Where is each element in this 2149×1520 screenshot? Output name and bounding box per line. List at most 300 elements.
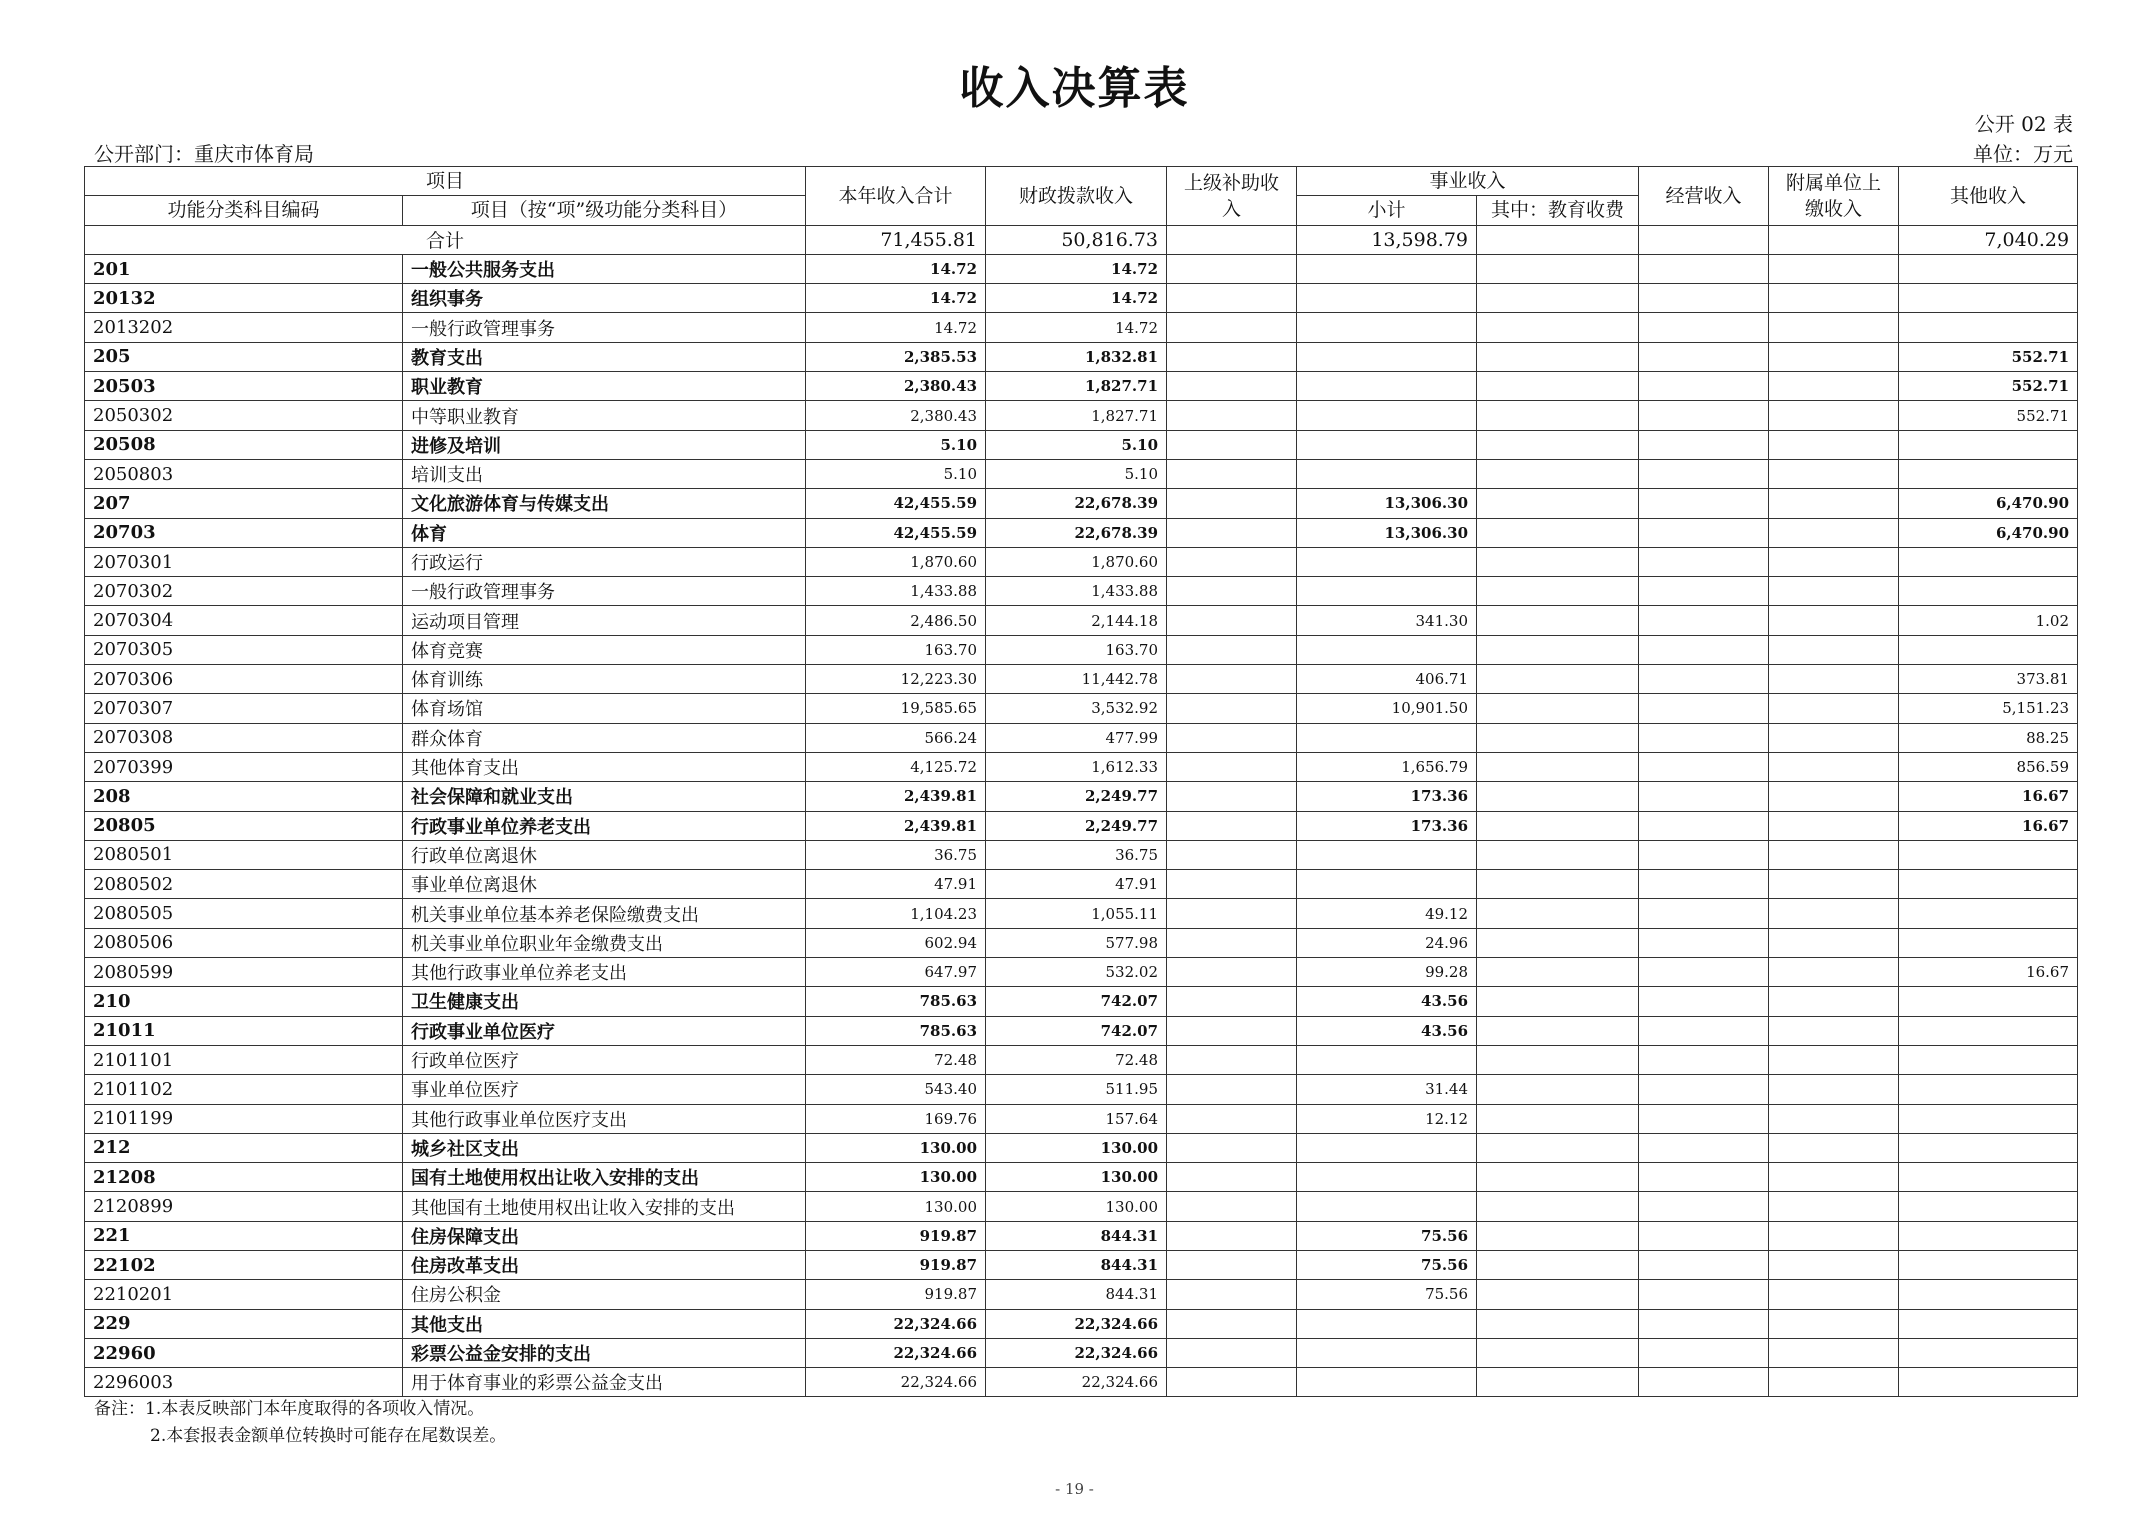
cell-subtotal: 75.56 <box>1297 1221 1477 1250</box>
cell-subtotal <box>1297 547 1477 576</box>
table-row <box>85 1280 2078 1309</box>
cell-total: 169.76 <box>806 1104 986 1133</box>
table-row <box>85 1192 2078 1221</box>
total-cell-subtotal: 13,598.79 <box>1297 225 1477 254</box>
cell-edu <box>1477 987 1639 1016</box>
cell-affiliated <box>1769 518 1899 547</box>
cell-operating <box>1639 665 1769 694</box>
cell-edu <box>1477 313 1639 342</box>
cell-affiliated <box>1769 1016 1899 1045</box>
table-row <box>85 284 2078 313</box>
cell-affiliated <box>1769 1075 1899 1104</box>
cell-code: 2050302 <box>85 401 403 430</box>
cell-edu <box>1477 899 1639 928</box>
cell-superior <box>1167 1163 1297 1192</box>
cell-affiliated <box>1769 723 1899 752</box>
cell-other <box>1899 1221 2078 1250</box>
header-edu-fee: 其中：教育收费 <box>1477 196 1639 225</box>
table-row <box>85 1163 2078 1192</box>
cell-total: 14.72 <box>806 313 986 342</box>
cell-other <box>1899 987 2078 1016</box>
cell-edu <box>1477 782 1639 811</box>
cell-fiscal: 844.31 <box>986 1250 1167 1279</box>
cell-affiliated <box>1769 1250 1899 1279</box>
cell-code: 212 <box>85 1133 403 1162</box>
cell-other: 856.59 <box>1899 752 2078 781</box>
cell-operating <box>1639 723 1769 752</box>
cell-subtotal: 341.30 <box>1297 606 1477 635</box>
form-number: 公开 02 表 <box>1974 112 2073 136</box>
table-row <box>85 723 2078 752</box>
cell-subtotal <box>1297 372 1477 401</box>
cell-superior <box>1167 1250 1297 1279</box>
cell-superior <box>1167 811 1297 840</box>
cell-fiscal: 130.00 <box>986 1163 1167 1192</box>
cell-affiliated <box>1769 1309 1899 1338</box>
cell-name: 国有土地使用权出让收入安排的支出 <box>403 1163 806 1192</box>
cell-edu <box>1477 1250 1639 1279</box>
cell-name: 行政单位医疗 <box>403 1045 806 1074</box>
cell-total: 12,223.30 <box>806 665 986 694</box>
cell-total: 919.87 <box>806 1250 986 1279</box>
cell-total: 5.10 <box>806 430 986 459</box>
cell-total: 36.75 <box>806 840 986 869</box>
cell-affiliated <box>1769 987 1899 1016</box>
cell-name: 事业单位离退休 <box>403 870 806 899</box>
header-code: 功能分类科目编码 <box>85 196 403 225</box>
cell-subtotal: 406.71 <box>1297 665 1477 694</box>
cell-edu <box>1477 1163 1639 1192</box>
cell-superior <box>1167 782 1297 811</box>
cell-edu <box>1477 254 1639 283</box>
cell-other <box>1899 1280 2078 1309</box>
cell-affiliated <box>1769 694 1899 723</box>
cell-fiscal: 47.91 <box>986 870 1167 899</box>
cell-operating <box>1639 401 1769 430</box>
cell-fiscal: 1,870.60 <box>986 547 1167 576</box>
cell-affiliated <box>1769 1338 1899 1367</box>
income-table <box>84 166 2078 1397</box>
cell-code: 20503 <box>85 372 403 401</box>
cell-fiscal: 14.72 <box>986 254 1167 283</box>
header-affiliated: 附属单位上缴收入 <box>1769 167 1899 226</box>
cell-superior <box>1167 1075 1297 1104</box>
cell-operating <box>1639 958 1769 987</box>
page-number: - 19 - <box>1055 1480 1094 1498</box>
cell-name: 社会保障和就业支出 <box>403 782 806 811</box>
header-project: 项目 <box>85 167 806 196</box>
cell-operating <box>1639 284 1769 313</box>
header-row-1 <box>85 167 2078 196</box>
cell-operating <box>1639 782 1769 811</box>
cell-superior <box>1167 958 1297 987</box>
cell-edu <box>1477 870 1639 899</box>
cell-other: 552.71 <box>1899 372 2078 401</box>
cell-code: 20805 <box>85 811 403 840</box>
cell-superior <box>1167 870 1297 899</box>
cell-fiscal: 1,827.71 <box>986 372 1167 401</box>
cell-name: 体育场馆 <box>403 694 806 723</box>
cell-subtotal <box>1297 1133 1477 1162</box>
cell-affiliated <box>1769 313 1899 342</box>
cell-total: 2,385.53 <box>806 342 986 371</box>
cell-fiscal: 2,144.18 <box>986 606 1167 635</box>
cell-fiscal: 1,055.11 <box>986 899 1167 928</box>
cell-fiscal: 1,433.88 <box>986 577 1167 606</box>
cell-total: 2,439.81 <box>806 782 986 811</box>
cell-operating <box>1639 1309 1769 1338</box>
cell-total: 130.00 <box>806 1192 986 1221</box>
cell-other <box>1899 254 2078 283</box>
cell-subtotal: 173.36 <box>1297 782 1477 811</box>
cell-other <box>1899 313 2078 342</box>
cell-superior <box>1167 1338 1297 1367</box>
cell-code: 2070307 <box>85 694 403 723</box>
cell-code: 2070304 <box>85 606 403 635</box>
cell-name: 机关事业单位基本养老保险缴费支出 <box>403 899 806 928</box>
cell-total: 130.00 <box>806 1163 986 1192</box>
cell-operating <box>1639 342 1769 371</box>
cell-superior <box>1167 430 1297 459</box>
cell-superior <box>1167 723 1297 752</box>
cell-total: 72.48 <box>806 1045 986 1074</box>
cell-affiliated <box>1769 1192 1899 1221</box>
cell-operating <box>1639 840 1769 869</box>
cell-code: 2013202 <box>85 313 403 342</box>
table-row <box>85 313 2078 342</box>
cell-edu <box>1477 518 1639 547</box>
cell-code: 229 <box>85 1309 403 1338</box>
cell-edu <box>1477 1368 1639 1397</box>
table-row <box>85 782 2078 811</box>
cell-affiliated <box>1769 459 1899 488</box>
cell-fiscal: 22,678.39 <box>986 518 1167 547</box>
cell-total: 22,324.66 <box>806 1338 986 1367</box>
total-cell-superior <box>1167 225 1297 254</box>
cell-code: 2070308 <box>85 723 403 752</box>
cell-operating <box>1639 489 1769 518</box>
cell-operating <box>1639 1221 1769 1250</box>
cell-other <box>1899 899 2078 928</box>
table-row <box>85 928 2078 957</box>
cell-code: 2080502 <box>85 870 403 899</box>
cell-edu <box>1477 342 1639 371</box>
cell-other <box>1899 1192 2078 1221</box>
cell-operating <box>1639 870 1769 899</box>
cell-other <box>1899 1133 2078 1162</box>
cell-operating <box>1639 635 1769 664</box>
cell-other <box>1899 1016 2078 1045</box>
cell-name: 行政事业单位养老支出 <box>403 811 806 840</box>
cell-name: 行政事业单位医疗 <box>403 1016 806 1045</box>
cell-fiscal: 2,249.77 <box>986 811 1167 840</box>
cell-subtotal <box>1297 1309 1477 1338</box>
cell-fiscal: 163.70 <box>986 635 1167 664</box>
cell-edu <box>1477 606 1639 635</box>
cell-other <box>1899 459 2078 488</box>
cell-fiscal: 5.10 <box>986 430 1167 459</box>
cell-subtotal <box>1297 840 1477 869</box>
cell-subtotal <box>1297 401 1477 430</box>
note-line-2: 2.本套报表金额单位转换时可能存在尾数误差。 <box>150 1426 507 1446</box>
cell-other <box>1899 1338 2078 1367</box>
cell-fiscal: 130.00 <box>986 1192 1167 1221</box>
cell-other <box>1899 1309 2078 1338</box>
cell-name: 文化旅游体育与传媒支出 <box>403 489 806 518</box>
cell-code: 20132 <box>85 284 403 313</box>
cell-subtotal: 13,306.30 <box>1297 489 1477 518</box>
cell-name: 体育训练 <box>403 665 806 694</box>
cell-name: 事业单位医疗 <box>403 1075 806 1104</box>
cell-superior <box>1167 1368 1297 1397</box>
cell-edu <box>1477 811 1639 840</box>
cell-operating <box>1639 752 1769 781</box>
cell-total: 14.72 <box>806 254 986 283</box>
cell-subtotal: 99.28 <box>1297 958 1477 987</box>
cell-fiscal: 844.31 <box>986 1221 1167 1250</box>
cell-subtotal: 13,306.30 <box>1297 518 1477 547</box>
cell-edu <box>1477 694 1639 723</box>
cell-operating <box>1639 1133 1769 1162</box>
cell-subtotal <box>1297 723 1477 752</box>
table-row <box>85 694 2078 723</box>
cell-name: 彩票公益金安排的支出 <box>403 1338 806 1367</box>
cell-fiscal: 2,249.77 <box>986 782 1167 811</box>
cell-total: 47.91 <box>806 870 986 899</box>
table-row <box>85 254 2078 283</box>
cell-operating <box>1639 518 1769 547</box>
cell-edu <box>1477 1192 1639 1221</box>
cell-name: 住房改革支出 <box>403 1250 806 1279</box>
cell-superior <box>1167 635 1297 664</box>
cell-subtotal <box>1297 1338 1477 1367</box>
cell-superior <box>1167 1192 1297 1221</box>
table-row <box>85 606 2078 635</box>
cell-affiliated <box>1769 606 1899 635</box>
cell-edu <box>1477 958 1639 987</box>
unit-label: 单位：万元 <box>1973 142 2073 166</box>
table-row <box>85 899 2078 928</box>
cell-superior <box>1167 1280 1297 1309</box>
note-line-1: 备注：1.本表反映部门本年度取得的各项收入情况。 <box>94 1399 485 1419</box>
cell-edu <box>1477 1104 1639 1133</box>
cell-operating <box>1639 987 1769 1016</box>
table-row <box>85 401 2078 430</box>
cell-code: 2101199 <box>85 1104 403 1133</box>
cell-code: 2080501 <box>85 840 403 869</box>
total-row <box>85 225 2078 254</box>
cell-subtotal: 173.36 <box>1297 811 1477 840</box>
cell-subtotal <box>1297 870 1477 899</box>
cell-total: 785.63 <box>806 1016 986 1045</box>
cell-subtotal <box>1297 313 1477 342</box>
cell-superior <box>1167 987 1297 1016</box>
cell-fiscal: 844.31 <box>986 1280 1167 1309</box>
cell-subtotal <box>1297 1368 1477 1397</box>
cell-code: 22960 <box>85 1338 403 1367</box>
cell-superior <box>1167 1221 1297 1250</box>
cell-superior <box>1167 313 1297 342</box>
cell-total: 1,433.88 <box>806 577 986 606</box>
table-row <box>85 811 2078 840</box>
cell-edu <box>1477 401 1639 430</box>
cell-operating <box>1639 459 1769 488</box>
cell-edu <box>1477 752 1639 781</box>
table-row <box>85 987 2078 1016</box>
cell-superior <box>1167 1133 1297 1162</box>
cell-other <box>1899 577 2078 606</box>
table-row <box>85 1368 2078 1397</box>
cell-affiliated <box>1769 284 1899 313</box>
cell-fiscal: 36.75 <box>986 840 1167 869</box>
table-row <box>85 1075 2078 1104</box>
table-row <box>85 665 2078 694</box>
cell-total: 2,439.81 <box>806 811 986 840</box>
cell-fiscal: 130.00 <box>986 1133 1167 1162</box>
table-row <box>85 1309 2078 1338</box>
cell-total: 19,585.65 <box>806 694 986 723</box>
cell-code: 2296003 <box>85 1368 403 1397</box>
cell-affiliated <box>1769 840 1899 869</box>
cell-name: 一般公共服务支出 <box>403 254 806 283</box>
cell-fiscal: 11,442.78 <box>986 665 1167 694</box>
cell-total: 130.00 <box>806 1133 986 1162</box>
header-operating: 经营收入 <box>1639 167 1769 226</box>
cell-superior <box>1167 401 1297 430</box>
cell-name: 卫生健康支出 <box>403 987 806 1016</box>
cell-affiliated <box>1769 782 1899 811</box>
table-row <box>85 635 2078 664</box>
cell-fiscal: 1,832.81 <box>986 342 1167 371</box>
cell-edu <box>1477 547 1639 576</box>
cell-affiliated <box>1769 1280 1899 1309</box>
cell-name: 其他行政事业单位养老支出 <box>403 958 806 987</box>
cell-name: 体育 <box>403 518 806 547</box>
cell-name: 体育竞赛 <box>403 635 806 664</box>
cell-affiliated <box>1769 899 1899 928</box>
cell-fiscal: 1,612.33 <box>986 752 1167 781</box>
cell-superior <box>1167 372 1297 401</box>
cell-code: 2080506 <box>85 928 403 957</box>
header-subtotal: 小计 <box>1297 196 1477 225</box>
page-title: 收入决算表 <box>959 63 1190 114</box>
cell-operating <box>1639 372 1769 401</box>
table-row <box>85 1045 2078 1074</box>
cell-total: 22,324.66 <box>806 1309 986 1338</box>
header-total-income: 本年收入合计 <box>806 167 986 226</box>
cell-other: 16.67 <box>1899 811 2078 840</box>
cell-affiliated <box>1769 635 1899 664</box>
cell-subtotal <box>1297 635 1477 664</box>
cell-total: 22,324.66 <box>806 1368 986 1397</box>
cell-code: 207 <box>85 489 403 518</box>
cell-code: 2050803 <box>85 459 403 488</box>
cell-edu <box>1477 665 1639 694</box>
cell-subtotal <box>1297 1045 1477 1074</box>
cell-fiscal: 22,678.39 <box>986 489 1167 518</box>
table-row <box>85 489 2078 518</box>
cell-subtotal: 43.56 <box>1297 987 1477 1016</box>
cell-total: 163.70 <box>806 635 986 664</box>
cell-operating <box>1639 811 1769 840</box>
cell-affiliated <box>1769 342 1899 371</box>
cell-name: 机关事业单位职业年金缴费支出 <box>403 928 806 957</box>
cell-edu <box>1477 459 1639 488</box>
cell-name: 住房保障支出 <box>403 1221 806 1250</box>
cell-subtotal <box>1297 430 1477 459</box>
cell-total: 566.24 <box>806 723 986 752</box>
cell-total: 2,486.50 <box>806 606 986 635</box>
cell-other <box>1899 635 2078 664</box>
cell-affiliated <box>1769 1163 1899 1192</box>
cell-total: 42,455.59 <box>806 489 986 518</box>
cell-operating <box>1639 313 1769 342</box>
cell-operating <box>1639 928 1769 957</box>
cell-superior <box>1167 547 1297 576</box>
cell-code: 2101102 <box>85 1075 403 1104</box>
cell-superior <box>1167 459 1297 488</box>
cell-other <box>1899 547 2078 576</box>
table-row <box>85 958 2078 987</box>
cell-affiliated <box>1769 1368 1899 1397</box>
cell-total: 602.94 <box>806 928 986 957</box>
cell-edu <box>1477 284 1639 313</box>
cell-other: 373.81 <box>1899 665 2078 694</box>
cell-code: 21208 <box>85 1163 403 1192</box>
table-row <box>85 459 2078 488</box>
cell-other <box>1899 1045 2078 1074</box>
cell-affiliated <box>1769 254 1899 283</box>
cell-superior <box>1167 1104 1297 1133</box>
cell-code: 210 <box>85 987 403 1016</box>
cell-edu <box>1477 1045 1639 1074</box>
table-row <box>85 518 2078 547</box>
cell-fiscal: 14.72 <box>986 284 1167 313</box>
cell-subtotal <box>1297 577 1477 606</box>
cell-name: 其他行政事业单位医疗支出 <box>403 1104 806 1133</box>
cell-total: 919.87 <box>806 1280 986 1309</box>
cell-fiscal: 157.64 <box>986 1104 1167 1133</box>
cell-superior <box>1167 899 1297 928</box>
cell-subtotal: 31.44 <box>1297 1075 1477 1104</box>
cell-operating <box>1639 1075 1769 1104</box>
cell-affiliated <box>1769 1104 1899 1133</box>
cell-subtotal <box>1297 284 1477 313</box>
cell-edu <box>1477 1016 1639 1045</box>
cell-code: 201 <box>85 254 403 283</box>
cell-total: 543.40 <box>806 1075 986 1104</box>
cell-other <box>1899 1163 2078 1192</box>
cell-fiscal: 511.95 <box>986 1075 1167 1104</box>
total-cell-affiliated <box>1769 225 1899 254</box>
cell-name: 教育支出 <box>403 342 806 371</box>
cell-other: 1.02 <box>1899 606 2078 635</box>
cell-affiliated <box>1769 928 1899 957</box>
cell-edu <box>1477 1075 1639 1104</box>
cell-other <box>1899 430 2078 459</box>
cell-name: 用于体育事业的彩票公益金支出 <box>403 1368 806 1397</box>
cell-fiscal: 5.10 <box>986 459 1167 488</box>
cell-operating <box>1639 1368 1769 1397</box>
header-superior: 上级补助收入 <box>1167 167 1297 226</box>
cell-name: 中等职业教育 <box>403 401 806 430</box>
cell-subtotal: 49.12 <box>1297 899 1477 928</box>
cell-affiliated <box>1769 870 1899 899</box>
cell-affiliated <box>1769 372 1899 401</box>
cell-operating <box>1639 547 1769 576</box>
cell-subtotal: 24.96 <box>1297 928 1477 957</box>
cell-edu <box>1477 840 1639 869</box>
